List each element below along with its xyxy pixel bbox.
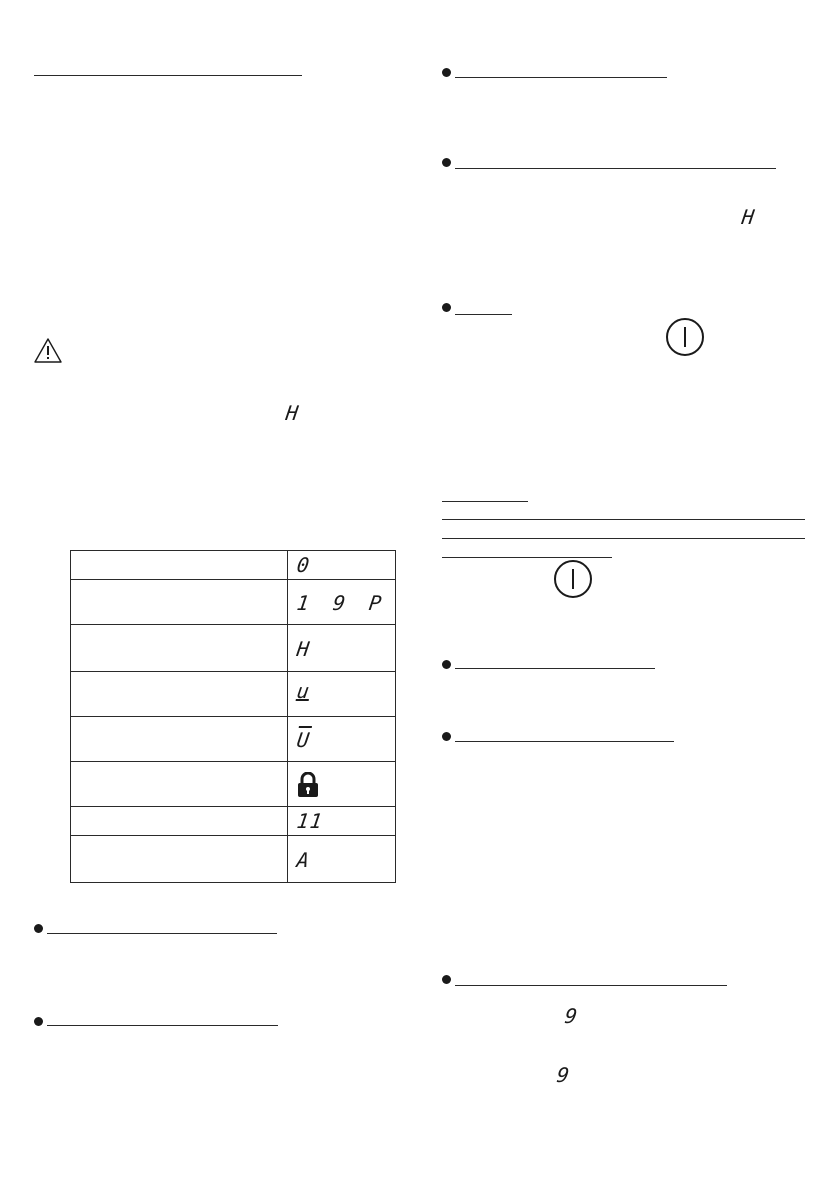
display-symbol: H [295, 637, 312, 661]
section-heading-underline [455, 77, 667, 78]
display-symbol: $\overline{U}$ [295, 728, 312, 752]
note-underline [442, 538, 805, 539]
warning-icon [33, 337, 63, 364]
power-icon [554, 560, 592, 598]
indicator-table [70, 550, 396, 883]
section-heading-underline [455, 741, 674, 742]
display-symbol: u [295, 679, 312, 703]
section-heading-underline [455, 168, 776, 169]
note-underline [442, 501, 528, 502]
bullet-icon [442, 158, 451, 167]
bullet-icon [34, 924, 43, 933]
bullet-icon [442, 732, 451, 741]
display-symbol: 1 9 P [295, 591, 389, 615]
table-row [71, 579, 395, 625]
table-row [71, 624, 395, 672]
display-symbol-9: 9 [555, 1063, 572, 1087]
bullet-icon [442, 68, 451, 77]
section-heading-underline [455, 985, 727, 986]
bullet-icon [442, 660, 451, 669]
table-row [71, 835, 395, 882]
display-symbol: 0 [295, 553, 312, 577]
padlock-icon [297, 772, 319, 797]
display-symbol: 11 [295, 809, 325, 833]
table-row [71, 716, 395, 762]
display-symbol-h: H [740, 205, 757, 229]
section-heading-underline [47, 1025, 278, 1026]
bullet-icon [34, 1017, 43, 1026]
display-symbol: A [295, 848, 312, 872]
note-underline [442, 557, 612, 558]
section-heading-underline [455, 668, 655, 669]
table-row [71, 671, 395, 717]
left-heading-underline [34, 75, 302, 76]
power-icon [666, 318, 704, 356]
section-heading-underline [455, 314, 512, 315]
bullet-icon [442, 975, 451, 984]
display-symbol-h: H [284, 401, 301, 425]
note-underline [442, 519, 805, 520]
section-heading-underline [47, 933, 277, 934]
table-row [71, 806, 395, 836]
display-symbol-9: 9 [563, 1004, 580, 1028]
table-row [71, 761, 395, 807]
table-row [71, 551, 395, 580]
bullet-icon [442, 303, 451, 312]
